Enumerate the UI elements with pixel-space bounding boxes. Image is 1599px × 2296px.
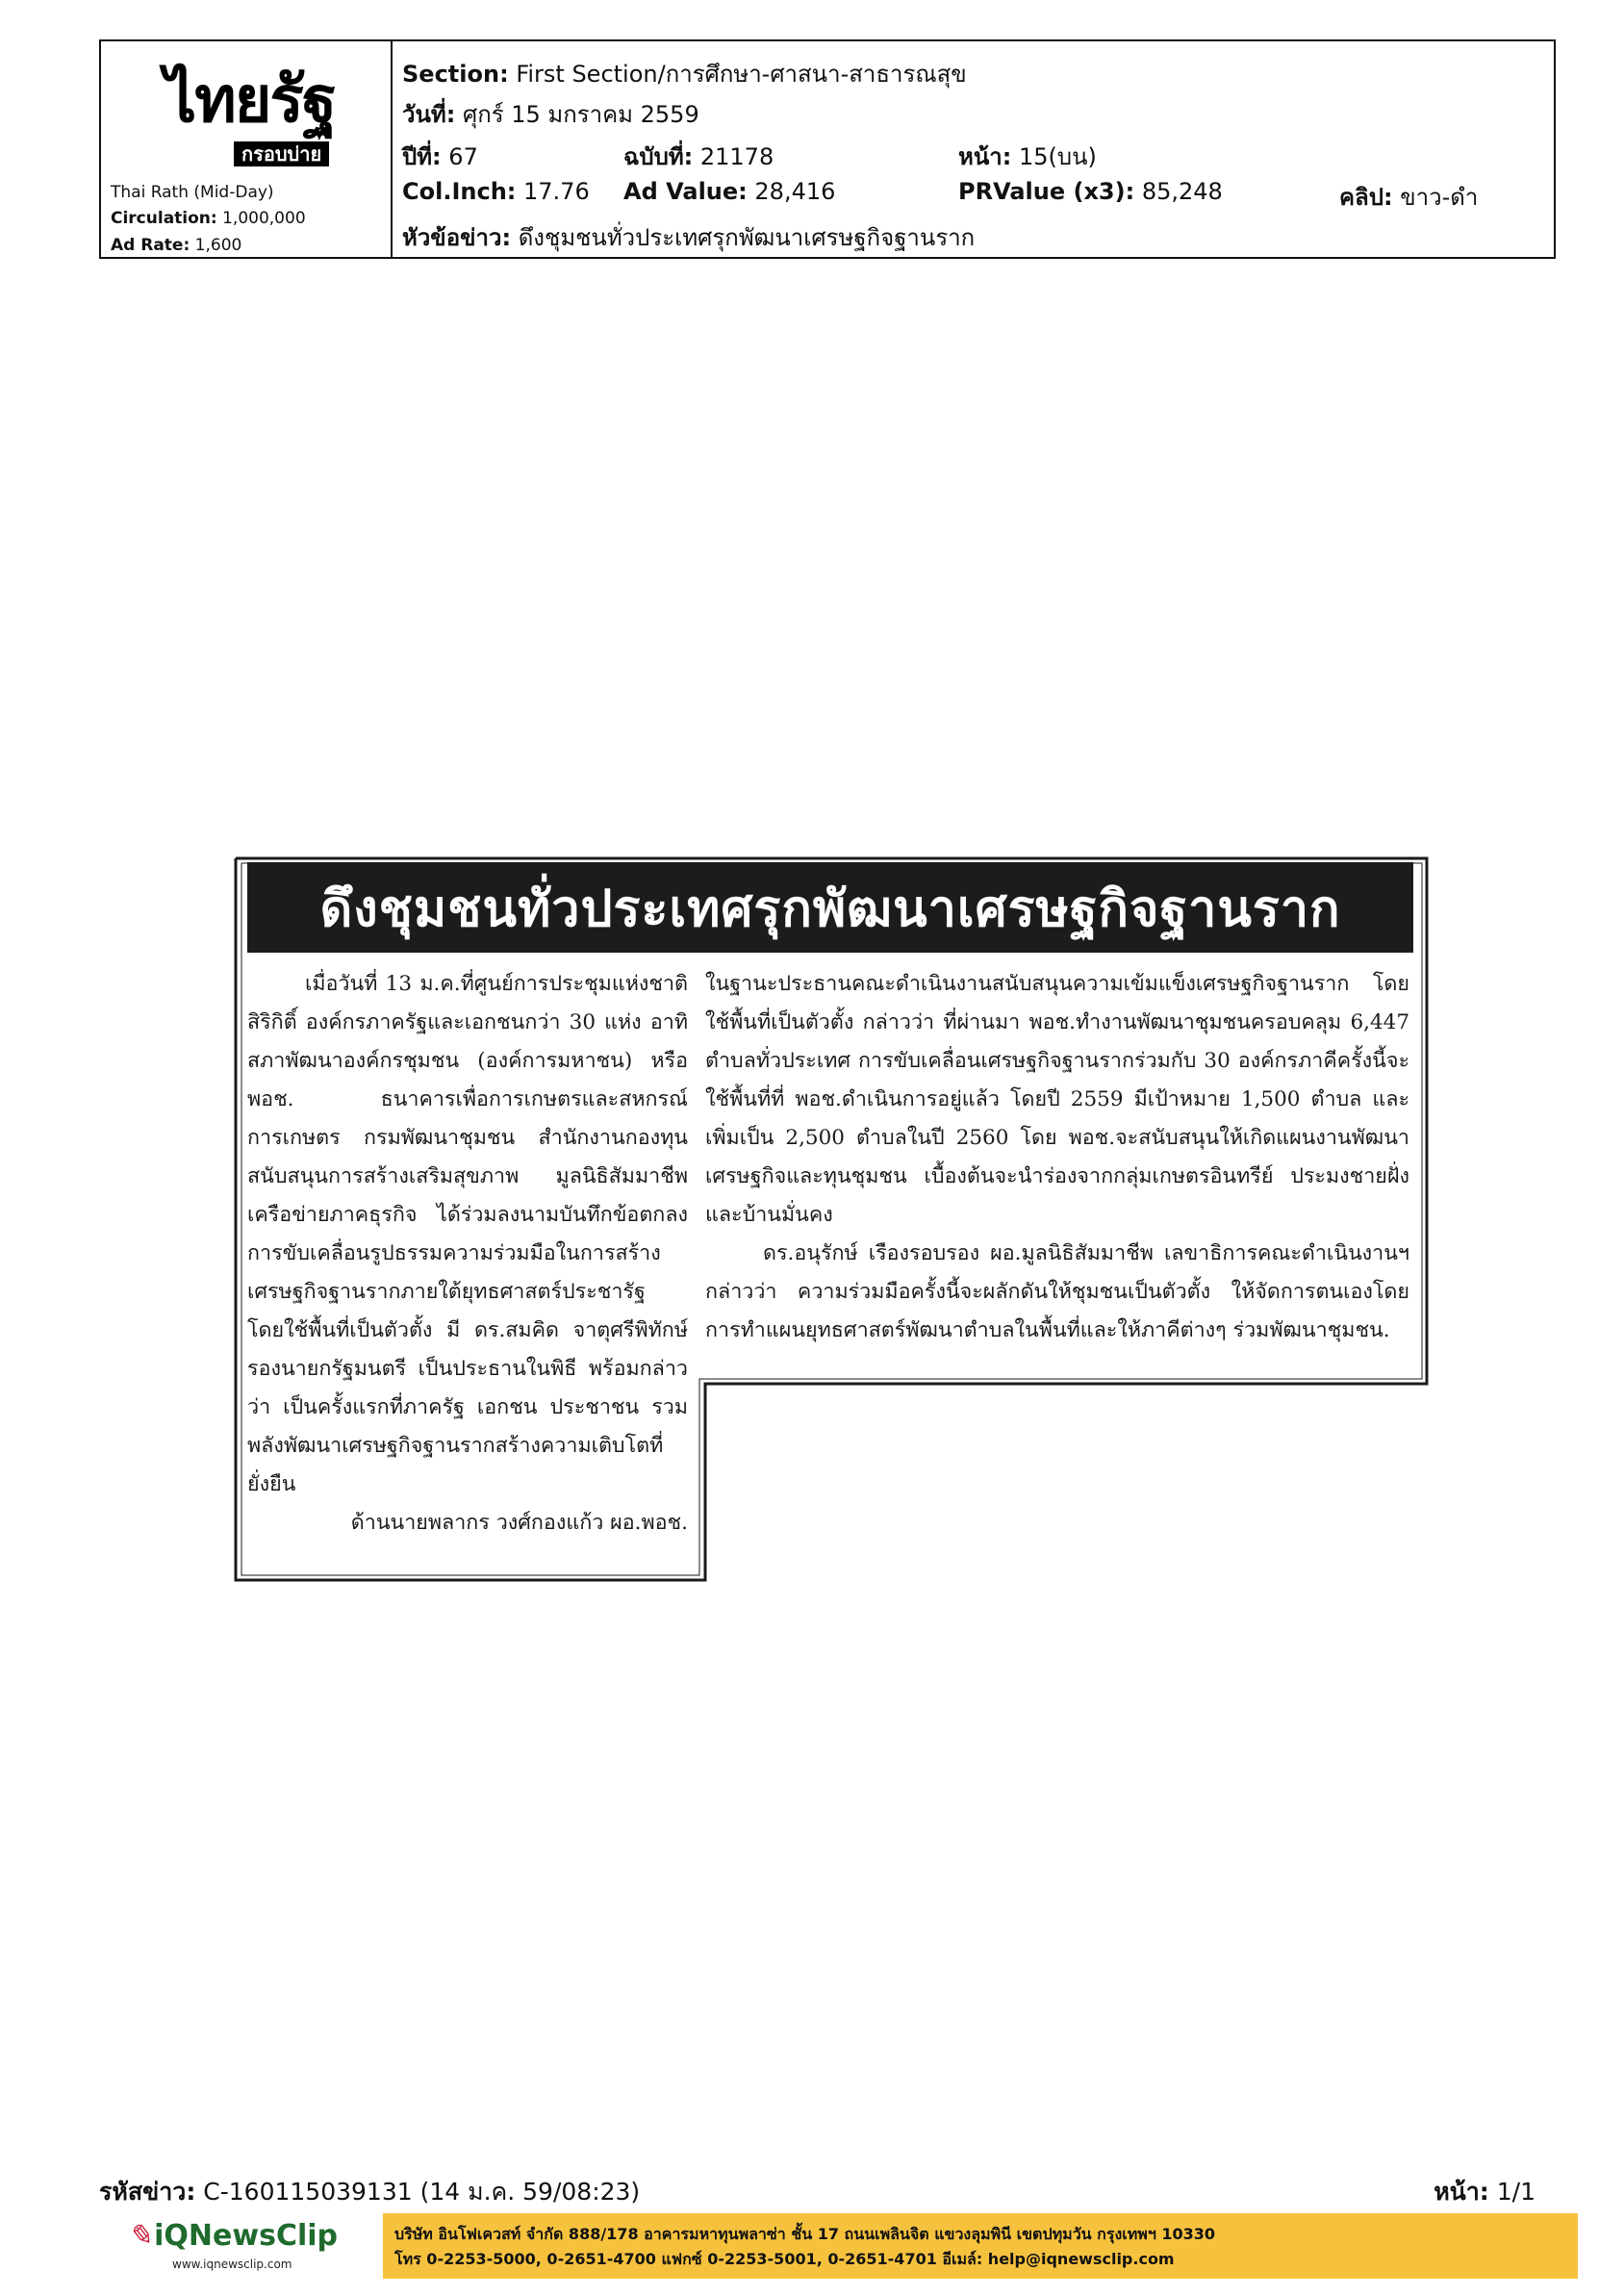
company-contacts: โทร 0-2253-5000, 0-2651-4700 แฟกซ์ 0-2253-5001, 0-2651-4701 อีเมล์: help@iqnewsclip.com [394, 2250, 1175, 2268]
article-paragraph: ในฐานะประธานคณะดำเนินงานสนับสนุนความเข้มแข็งเศรษฐกิจฐานราก โดยใช้พื้นที่เป็นตัวตั้ง กล่าวว่า ที่ผ่านมา พอช.ทำงานพัฒนาชุมชนครอบคลุม 6,447 ตำบลทั่วประเทศ การขับเคลื่อนเศรษฐกิจฐานรากร่วมกับ 30 องค์กรภาคีครั้งนี้จะใช้พื้นที่ที่ พอช.ดำเนินการอยู่แล้ว โดยปี 2559 มีเป้าหมาย 1,500 ตำบล และเพิ่มเป็น 2,500 ตำบลในปี 2560 โดย พอช.จะสนับสนุนให้เกิดแผนงานพัฒนาเศรษฐกิจและทุนชุมชน เบื้องต้นจะนำร่องจากกลุ่มเกษตรอินทรีย์ ประมงชายฝั่ง และบ้านมั่นคง [705, 972, 1409, 1227]
page-count: หน้า: 1/1 [1434, 2178, 1536, 2206]
article-column-left [247, 965, 688, 1543]
article-byline: ด้านนายพลากร วงศ์กองแก้ว ผอ.พอช. [350, 1511, 688, 1535]
article-column-right [705, 965, 1409, 1350]
logo-url: www.iqnewsclip.com [172, 2258, 292, 2271]
company-address: บริษัท อินโฟเควสท์ จำกัด 888/178 อาคารมหาทุนพลาซ่า ชั้น 17 ถนนเพลินจิต แขวงลุมพินี เขตปทุมวัน กรุงเทพฯ 10330 [394, 2225, 1216, 2243]
thairath-logo: ไทยรัฐ [165, 63, 336, 137]
page-field: หน้า: 15(บน) [958, 143, 1097, 170]
colinch-field: Col.Inch: 17.76 [402, 178, 590, 205]
article-paragraph: เมื่อวันที่ 13 ม.ค.ที่ศูนย์การประชุมแห่งชาติสิริกิติ์ องค์กรภาครัฐและเอกชนกว่า 30 แห่ง อาทิ สภาพัฒนาองค์กรชุมชน (องค์การมหาชน) หรือ พอช. ธนาคารเพื่อการเกษตรและสหกรณ์การเกษตร กรมพัฒนาชุมชน สำนักงานกองทุนสนับสนุนการสร้างเสริมสุขภาพ มูลนิธิสัมมาชีพ เครือข่ายภาคธุรกิจ ได้ร่วมลงนามบันทึกข้อตกลงการขับเคลื่อนรูปธรรมความร่วมมือในการสร้างเศรษฐกิจฐานรากภายใต้ยุทธศาสตร์ประชารัฐ โดยใช้พื้นที่เป็นตัวตั้ง มี ดร.สมคิด จาตุศรีพิทักษ์ รองนายกรัฐมนตรี เป็นประธานในพิธี พร้อมกล่าวว่า เป็นครั้งแรกที่ภาครัฐ เอกชน ประชาชน รวมพลังพัฒนาเศรษฐกิจฐานรากสร้างความเติบโตที่ยั่งยืน [247, 972, 688, 1496]
ad-rate: Ad Rate: 1,600 [111, 236, 242, 255]
publication-brand [101, 41, 393, 257]
date-field: วันที่: ศุกร์ 15 มกราคม 2559 [402, 101, 699, 128]
edition-badge: กรอบบ่าย [234, 141, 329, 166]
advalue-field: Ad Value: 28,416 [623, 178, 836, 205]
article-headline-bar [247, 862, 1413, 953]
pen-icon: ✎ [126, 2219, 158, 2253]
circulation: Circulation: 1,000,000 [111, 209, 306, 228]
iqnewsclip-logo [118, 2213, 383, 2279]
article-headline: ดึงชุมชนทั่วประเทศรุกพัฒนาเศรษฐกิจฐานราก [319, 879, 1341, 938]
issue-field: ฉบับที่: 21178 [623, 143, 774, 170]
article-paragraph: ดร.อนุรักษ์ เรืองรอบรอง ผอ.มูลนิธิสัมมาชีพ เลขาธิการคณะดำเนินงานฯ กล่าวว่า ความร่วมมือครั้งนี้จะผลักดันให้ชุมชนเป็นตัวตั้ง ให้จัดการตนเองโดยการทำแผนยุทธศาสตร์พัฒนาตำบลในพื้นที่และให้ภาคีต่างๆ ร่วมพัฒนาชุมชน. [705, 1241, 1409, 1342]
clip-type-field: คลิป: ขาว-ดำ [1339, 184, 1479, 211]
footer-bar [118, 2213, 1578, 2279]
article-clipping [234, 847, 1429, 1583]
news-code: รหัสข่าว: C-160115039131 (14 ม.ค. 59/08:23) [99, 2178, 641, 2206]
year-field: ปีที่: 67 [402, 143, 478, 170]
publication-name: Thai Rath (Mid-Day) [111, 183, 274, 202]
logo-text: iQNewsClip [154, 2219, 339, 2253]
clipping-metadata [393, 41, 1554, 257]
section-field: Section: First Section/การศึกษา-ศาสนา-สาธารณสุข [402, 61, 967, 88]
clipping-header [99, 39, 1556, 259]
prvalue-field: PRValue (x3): 85,248 [958, 178, 1223, 205]
headline-field: หัวข้อข่าว: ดึงชุมชนทั่วประเทศรุกพัฒนาเศรษฐกิจฐานราก [402, 224, 976, 251]
